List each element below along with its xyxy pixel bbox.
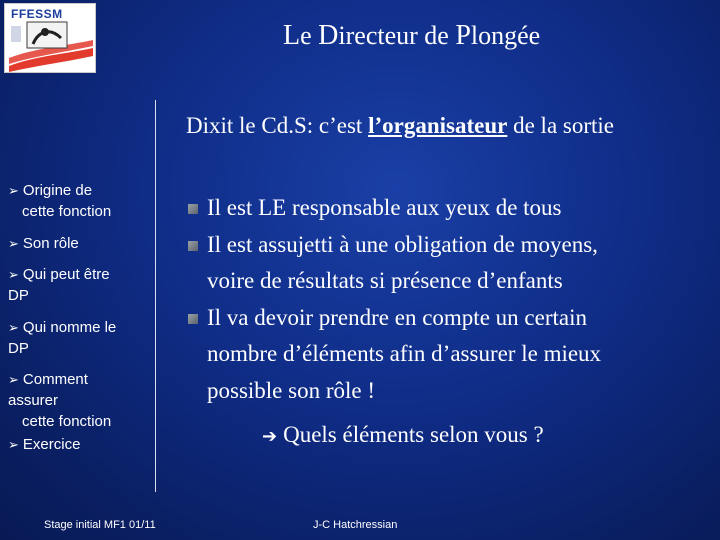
footer-left: Stage initial MF1 01/11 bbox=[44, 519, 156, 531]
sidebar-item-label: cette fonction bbox=[22, 203, 112, 220]
title-part: P bbox=[455, 20, 471, 51]
intro-after: de la sortie bbox=[507, 113, 614, 138]
sidebar-item-exercice bbox=[8, 434, 80, 455]
title-part: irecteur de bbox=[338, 21, 456, 50]
bullet-item bbox=[186, 300, 706, 410]
sidebar-item-label: Qui peut être bbox=[22, 266, 110, 283]
sidebar-item-origine bbox=[8, 180, 111, 222]
square-bullet-icon bbox=[188, 241, 198, 251]
bullet-line: Il est assujetti à une obligation de moyens, bbox=[207, 231, 598, 257]
title-part: D bbox=[318, 20, 339, 51]
bullet-item bbox=[186, 227, 706, 300]
bullet-line: nombre d’éléments afin d’assurer le mieux bbox=[207, 341, 602, 366]
intro-text bbox=[186, 111, 686, 141]
question-line bbox=[262, 422, 544, 448]
sidebar-item-qui-nomme bbox=[8, 317, 116, 359]
title-part: longée bbox=[470, 21, 541, 50]
arrow-bullet-icon: ➢ bbox=[8, 236, 19, 251]
square-bullet-icon bbox=[188, 314, 198, 324]
arrow-bullet-icon: ➢ bbox=[8, 267, 19, 282]
bullet-line: Il va devoir prendre en compte un certain bbox=[207, 304, 587, 330]
arrow-bullet-icon: ➢ bbox=[8, 183, 19, 198]
intro-emphasis: l’organisateur bbox=[368, 113, 508, 138]
bullet-line: voire de résultats si présence d’enfants bbox=[207, 268, 563, 293]
square-bullet-icon bbox=[188, 204, 198, 214]
sidebar-item-role bbox=[8, 233, 79, 254]
sidebar-item-label: DP bbox=[8, 287, 29, 304]
arrow-bullet-icon: ➢ bbox=[8, 372, 19, 387]
title-part: L bbox=[283, 20, 301, 51]
vertical-divider bbox=[155, 100, 156, 492]
slide-title bbox=[283, 20, 540, 52]
footer-right: J-C Hatchressian bbox=[313, 519, 398, 531]
sidebar-item-label: Origine de bbox=[22, 182, 93, 199]
sidebar-item-label: Comment bbox=[22, 371, 88, 388]
sidebar-item-label: Exercice bbox=[22, 436, 81, 453]
arrow-bullet-icon: ➢ bbox=[8, 437, 19, 452]
sidebar-item-qui-peut bbox=[8, 264, 110, 306]
sidebar-item-label: Qui nomme le bbox=[22, 319, 117, 336]
sidebar-item-comment bbox=[8, 369, 111, 432]
sidebar-item-label: assurer bbox=[8, 392, 59, 409]
logo-text: FFESSM bbox=[11, 7, 63, 21]
bullet-list bbox=[186, 190, 706, 409]
title-part: e bbox=[300, 21, 319, 50]
sidebar-item-label: Son rôle bbox=[22, 235, 79, 252]
bullet-item bbox=[186, 190, 706, 227]
right-arrow-icon: ➔ bbox=[262, 426, 278, 447]
question-text: Quels éléments selon vous ? bbox=[283, 422, 544, 447]
arrow-bullet-icon: ➢ bbox=[8, 320, 19, 335]
bullet-line: Il est LE responsable aux yeux de tous bbox=[207, 195, 562, 220]
intro-before: Dixit le Cd.S: c’est bbox=[186, 113, 369, 138]
sidebar-item-label: cette fonction bbox=[22, 413, 112, 430]
sidebar-item-label: DP bbox=[8, 340, 29, 357]
ffessm-logo bbox=[4, 3, 96, 73]
bullet-line: possible son rôle ! bbox=[207, 377, 376, 403]
